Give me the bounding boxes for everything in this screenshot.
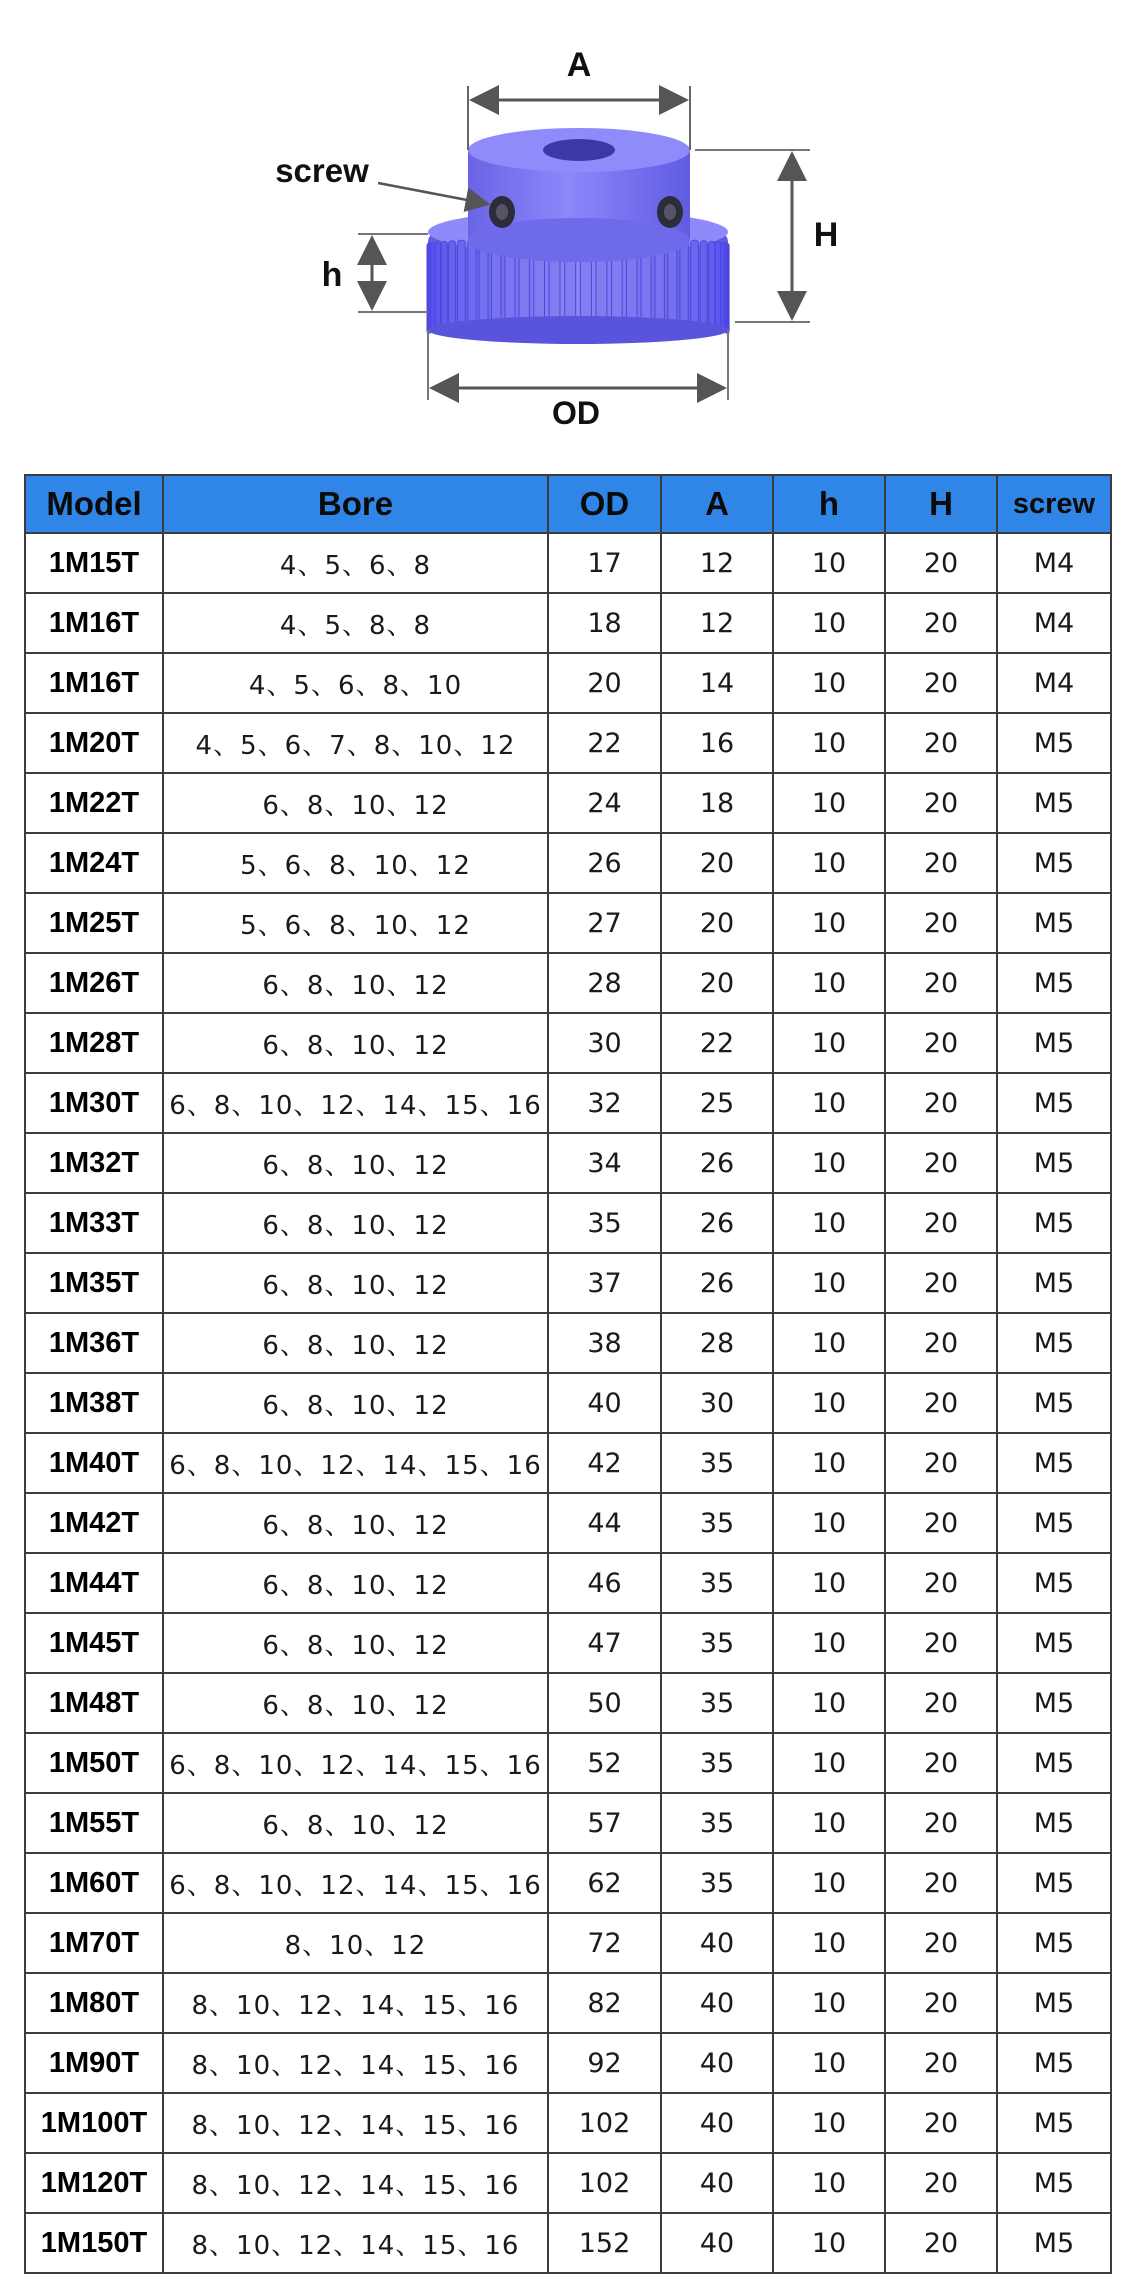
- cell-H: 20: [885, 533, 997, 593]
- cell-screw: M5: [997, 2153, 1111, 2213]
- cell-H: 20: [885, 1253, 997, 1313]
- cell-screw: M5: [997, 1913, 1111, 1973]
- cell-H: 20: [885, 1793, 997, 1853]
- cell-bore: 8、10、12、14、15、16: [163, 2093, 548, 2153]
- cell-H: 20: [885, 1973, 997, 2033]
- cell-od: 28: [548, 953, 661, 1013]
- table-row: [25, 1373, 1111, 1433]
- cell-bore: 8、10、12、14、15、16: [163, 2153, 548, 2213]
- cell-screw: M5: [997, 1493, 1111, 1553]
- gear-tooth: [680, 240, 688, 330]
- cell-screw: M5: [997, 893, 1111, 953]
- cell-model: 1M15T: [25, 533, 163, 593]
- cell-H: 20: [885, 893, 997, 953]
- cell-a: 28: [661, 1313, 773, 1373]
- table-row: [25, 1973, 1111, 2033]
- cell-screw: M5: [997, 2033, 1111, 2093]
- cell-H: 20: [885, 1553, 997, 1613]
- gear-tooth: [727, 244, 730, 334]
- cell-h: 10: [773, 1433, 885, 1493]
- cell-bore: 6、8、10、12: [163, 1133, 548, 1193]
- table-row: [25, 1793, 1111, 1853]
- cell-bore: 4、5、8、8: [163, 593, 548, 653]
- cell-od: 92: [548, 2033, 661, 2093]
- cell-h: 10: [773, 1793, 885, 1853]
- cell-h: 10: [773, 653, 885, 713]
- screw-callout-label: screw: [275, 152, 369, 189]
- cell-bore: 6、8、10、12: [163, 773, 548, 833]
- cell-bore: 6、8、10、12: [163, 1313, 548, 1373]
- cell-h: 10: [773, 2033, 885, 2093]
- cell-h: 10: [773, 1313, 885, 1373]
- cell-bore: 6、8、10、12: [163, 1553, 548, 1613]
- cell-h: 10: [773, 2093, 885, 2153]
- cell-a: 35: [661, 1793, 773, 1853]
- table-row: [25, 653, 1111, 713]
- cell-a: 22: [661, 1013, 773, 1073]
- cell-od: 44: [548, 1493, 661, 1553]
- cell-H: 20: [885, 1853, 997, 1913]
- cell-a: 16: [661, 713, 773, 773]
- cell-model: 1M60T: [25, 1853, 163, 1913]
- column-header-screw: screw: [997, 475, 1111, 533]
- gear-tooth: [691, 240, 699, 330]
- cell-screw: M5: [997, 1793, 1111, 1853]
- cell-screw: M5: [997, 2213, 1111, 2273]
- cell-h: 10: [773, 1253, 885, 1313]
- cell-od: 35: [548, 1193, 661, 1253]
- cell-a: 35: [661, 1433, 773, 1493]
- cell-od: 32: [548, 1073, 661, 1133]
- table-header-row: [25, 475, 1111, 533]
- cell-screw: M5: [997, 1733, 1111, 1793]
- cell-bore: 6、8、10、12: [163, 953, 548, 1013]
- cell-model: 1M50T: [25, 1733, 163, 1793]
- table-row: [25, 1553, 1111, 1613]
- table-row: [25, 1853, 1111, 1913]
- cell-bore: 6、8、10、12: [163, 1793, 548, 1853]
- gear-hub: [468, 128, 690, 262]
- gear-tooth: [709, 241, 715, 331]
- table-row: [25, 1013, 1111, 1073]
- cell-od: 50: [548, 1673, 661, 1733]
- cell-screw: M4: [997, 533, 1111, 593]
- cell-od: 47: [548, 1613, 661, 1673]
- table-row: [25, 833, 1111, 893]
- cell-a: 25: [661, 1073, 773, 1133]
- table-row: [25, 533, 1111, 593]
- cell-bore: 8、10、12、14、15、16: [163, 2213, 548, 2273]
- cell-h: 10: [773, 1133, 885, 1193]
- gear-tooth: [431, 242, 435, 332]
- cell-model: 1M35T: [25, 1253, 163, 1313]
- cell-h: 10: [773, 533, 885, 593]
- cell-od: 26: [548, 833, 661, 893]
- cell-h: 10: [773, 1973, 885, 2033]
- cell-h: 10: [773, 1553, 885, 1613]
- cell-H: 20: [885, 833, 997, 893]
- cell-screw: M5: [997, 953, 1111, 1013]
- cell-H: 20: [885, 593, 997, 653]
- cell-model: 1M22T: [25, 773, 163, 833]
- table-row: [25, 1913, 1111, 1973]
- cell-a: 40: [661, 2213, 773, 2273]
- cell-model: 1M16T: [25, 593, 163, 653]
- cell-od: 102: [548, 2153, 661, 2213]
- gear-tooth: [700, 241, 707, 331]
- cell-od: 27: [548, 893, 661, 953]
- gear-tooth: [468, 240, 476, 330]
- cell-screw: M5: [997, 1133, 1111, 1193]
- cell-H: 20: [885, 1673, 997, 1733]
- cell-H: 20: [885, 1613, 997, 1673]
- cell-model: 1M16T: [25, 653, 163, 713]
- cell-od: 17: [548, 533, 661, 593]
- cell-H: 20: [885, 2213, 997, 2273]
- cell-h: 10: [773, 773, 885, 833]
- dimension-h-lower: [358, 234, 428, 312]
- cell-screw: M5: [997, 1373, 1111, 1433]
- cell-h: 10: [773, 2153, 885, 2213]
- cell-H: 20: [885, 1913, 997, 1973]
- cell-a: 20: [661, 833, 773, 893]
- cell-model: 1M40T: [25, 1433, 163, 1493]
- cell-bore: 6、8、10、12: [163, 1253, 548, 1313]
- cell-H: 20: [885, 713, 997, 773]
- table-row: [25, 1253, 1111, 1313]
- cell-od: 22: [548, 713, 661, 773]
- cell-H: 20: [885, 773, 997, 833]
- table-row: [25, 2033, 1111, 2093]
- cell-od: 38: [548, 1313, 661, 1373]
- cell-H: 20: [885, 1493, 997, 1553]
- cell-a: 20: [661, 953, 773, 1013]
- cell-a: 40: [661, 1973, 773, 2033]
- cell-model: 1M28T: [25, 1013, 163, 1073]
- table-row: [25, 1073, 1111, 1133]
- cell-model: 1M24T: [25, 833, 163, 893]
- cell-h: 10: [773, 1613, 885, 1673]
- cell-a: 35: [661, 1733, 773, 1793]
- cell-model: 1M150T: [25, 2213, 163, 2273]
- cell-od: 52: [548, 1733, 661, 1793]
- dimension-h-upper-label: H: [813, 216, 839, 254]
- cell-a: 26: [661, 1253, 773, 1313]
- cell-a: 26: [661, 1193, 773, 1253]
- table-row: [25, 953, 1111, 1013]
- table-row: [25, 1193, 1111, 1253]
- cell-od: 18: [548, 593, 661, 653]
- cell-h: 10: [773, 1013, 885, 1073]
- cell-od: 82: [548, 1973, 661, 2033]
- cell-model: 1M30T: [25, 1073, 163, 1133]
- cell-od: 46: [548, 1553, 661, 1613]
- cell-screw: M4: [997, 653, 1111, 713]
- cell-model: 1M45T: [25, 1613, 163, 1673]
- cell-model: 1M100T: [25, 2093, 163, 2153]
- gear-tooth: [435, 242, 440, 332]
- cell-screw: M5: [997, 1193, 1111, 1253]
- dimension-od-label: OD: [552, 395, 600, 431]
- table-row: [25, 1673, 1111, 1733]
- cell-a: 30: [661, 1373, 773, 1433]
- cell-H: 20: [885, 953, 997, 1013]
- cell-h: 10: [773, 2213, 885, 2273]
- cell-screw: M5: [997, 1553, 1111, 1613]
- table-row: [25, 1613, 1111, 1673]
- cell-a: 12: [661, 593, 773, 653]
- cell-model: 1M20T: [25, 713, 163, 773]
- table-row: [25, 1313, 1111, 1373]
- cell-model: 1M33T: [25, 1193, 163, 1253]
- cell-model: 1M120T: [25, 2153, 163, 2213]
- cell-H: 20: [885, 1073, 997, 1133]
- cell-od: 30: [548, 1013, 661, 1073]
- cell-bore: 8、10、12、14、15、16: [163, 1973, 548, 2033]
- cell-screw: M5: [997, 833, 1111, 893]
- column-header-bore: Bore: [163, 475, 548, 533]
- cell-bore: 4、5、6、8、10: [163, 653, 548, 713]
- cell-h: 10: [773, 1673, 885, 1733]
- cell-a: 35: [661, 1673, 773, 1733]
- gear-tooth: [479, 239, 488, 329]
- cell-bore: 4、5、6、7、8、10、12: [163, 713, 548, 773]
- cell-a: 35: [661, 1613, 773, 1673]
- table-row: [25, 1493, 1111, 1553]
- gear-drawing: [0, 0, 1134, 460]
- cell-bore: 6、8、10、12: [163, 1193, 548, 1253]
- cell-model: 1M38T: [25, 1373, 163, 1433]
- cell-H: 20: [885, 2153, 997, 2213]
- cell-bore: 6、8、10、12: [163, 1613, 548, 1673]
- cell-bore: 5、6、8、10、12: [163, 893, 548, 953]
- cell-a: 14: [661, 653, 773, 713]
- cell-bore: 6、8、10、12、14、15、16: [163, 1733, 548, 1793]
- cell-bore: 6、8、10、12: [163, 1673, 548, 1733]
- column-header-a: A: [661, 475, 773, 533]
- cell-model: 1M25T: [25, 893, 163, 953]
- cell-od: 37: [548, 1253, 661, 1313]
- cell-model: 1M44T: [25, 1553, 163, 1613]
- table-row: [25, 1733, 1111, 1793]
- table-row: [25, 2153, 1111, 2213]
- cell-bore: 6、8、10、12: [163, 1493, 548, 1553]
- screw-hole-left: [489, 196, 515, 228]
- table-row: [25, 713, 1111, 773]
- cell-model: 1M80T: [25, 1973, 163, 2033]
- cell-H: 20: [885, 1133, 997, 1193]
- cell-od: 20: [548, 653, 661, 713]
- cell-bore: 6、8、10、12、14、15、16: [163, 1853, 548, 1913]
- cell-H: 20: [885, 1013, 997, 1073]
- table-row: [25, 773, 1111, 833]
- cell-bore: 8、10、12、14、15、16: [163, 2033, 548, 2093]
- cell-a: 35: [661, 1493, 773, 1553]
- cell-bore: 8、10、12: [163, 1913, 548, 1973]
- cell-bore: 4、5、6、8: [163, 533, 548, 593]
- gear-tooth: [441, 241, 447, 331]
- cell-od: 34: [548, 1133, 661, 1193]
- cell-a: 18: [661, 773, 773, 833]
- cell-od: 42: [548, 1433, 661, 1493]
- cell-screw: M5: [997, 773, 1111, 833]
- cell-model: 1M32T: [25, 1133, 163, 1193]
- cell-screw: M5: [997, 1253, 1111, 1313]
- cell-h: 10: [773, 893, 885, 953]
- cell-H: 20: [885, 1193, 997, 1253]
- cell-a: 35: [661, 1553, 773, 1613]
- cell-model: 1M48T: [25, 1673, 163, 1733]
- cell-od: 40: [548, 1373, 661, 1433]
- gear-tooth: [668, 239, 677, 329]
- cell-bore: 6、8、10、12: [163, 1373, 548, 1433]
- gear-tooth: [458, 240, 466, 330]
- cell-od: 62: [548, 1853, 661, 1913]
- cell-H: 20: [885, 2033, 997, 2093]
- table-row: [25, 2213, 1111, 2273]
- cell-h: 10: [773, 833, 885, 893]
- cell-screw: M5: [997, 1313, 1111, 1373]
- cell-screw: M5: [997, 1673, 1111, 1733]
- cell-screw: M5: [997, 1013, 1111, 1073]
- cell-od: 152: [548, 2213, 661, 2273]
- table-row: [25, 593, 1111, 653]
- cell-h: 10: [773, 1373, 885, 1433]
- cell-od: 57: [548, 1793, 661, 1853]
- cell-model: 1M70T: [25, 1913, 163, 1973]
- table-row: [25, 1133, 1111, 1193]
- cell-bore: 6、8、10、12、14、15、16: [163, 1073, 548, 1133]
- cell-screw: M5: [997, 1433, 1111, 1493]
- cell-H: 20: [885, 1373, 997, 1433]
- cell-screw: M5: [997, 2093, 1111, 2153]
- cell-bore: 5、6、8、10、12: [163, 833, 548, 893]
- cell-H: 20: [885, 2093, 997, 2153]
- cell-H: 20: [885, 1433, 997, 1493]
- cell-screw: M5: [997, 1973, 1111, 2033]
- gear-tooth: [449, 241, 456, 331]
- cell-screw: M5: [997, 1613, 1111, 1673]
- cell-model: 1M42T: [25, 1493, 163, 1553]
- cell-a: 40: [661, 2033, 773, 2093]
- cell-a: 12: [661, 533, 773, 593]
- cell-od: 72: [548, 1913, 661, 1973]
- cell-a: 35: [661, 1853, 773, 1913]
- cell-h: 10: [773, 713, 885, 773]
- cell-h: 10: [773, 1913, 885, 1973]
- cell-a: 20: [661, 893, 773, 953]
- column-header-od: OD: [548, 475, 661, 533]
- cell-H: 20: [885, 1313, 997, 1373]
- cell-a: 26: [661, 1133, 773, 1193]
- table-row: [25, 893, 1111, 953]
- cell-h: 10: [773, 1733, 885, 1793]
- column-header-H: H: [885, 475, 997, 533]
- cell-h: 10: [773, 953, 885, 1013]
- table-row: [25, 2093, 1111, 2153]
- cell-a: 40: [661, 2153, 773, 2213]
- cell-screw: M5: [997, 1853, 1111, 1913]
- gear-dimension-diagram: [0, 0, 1134, 460]
- cell-H: 20: [885, 1733, 997, 1793]
- table-row: [25, 1433, 1111, 1493]
- cell-h: 10: [773, 1493, 885, 1553]
- cell-h: 10: [773, 1853, 885, 1913]
- cell-model: 1M26T: [25, 953, 163, 1013]
- cell-H: 20: [885, 653, 997, 713]
- cell-h: 10: [773, 593, 885, 653]
- cell-model: 1M90T: [25, 2033, 163, 2093]
- cell-h: 10: [773, 1073, 885, 1133]
- screw-hole-right: [657, 196, 683, 228]
- cell-model: 1M55T: [25, 1793, 163, 1853]
- gear-spec-table: [24, 474, 1112, 2274]
- cell-h: 10: [773, 1193, 885, 1253]
- column-header-h: h: [773, 475, 885, 533]
- column-header-model: Model: [25, 475, 163, 533]
- cell-od: 102: [548, 2093, 661, 2153]
- cell-od: 24: [548, 773, 661, 833]
- cell-screw: M5: [997, 713, 1111, 773]
- cell-bore: 6、8、10、12、14、15、16: [163, 1433, 548, 1493]
- cell-model: 1M36T: [25, 1313, 163, 1373]
- cell-screw: M4: [997, 593, 1111, 653]
- dimension-a-label: A: [566, 46, 592, 84]
- dimension-h-lower-label: h: [321, 256, 343, 294]
- cell-a: 40: [661, 2093, 773, 2153]
- cell-screw: M5: [997, 1073, 1111, 1133]
- cell-bore: 6、8、10、12: [163, 1013, 548, 1073]
- gear-tooth: [715, 242, 720, 332]
- cell-a: 40: [661, 1913, 773, 1973]
